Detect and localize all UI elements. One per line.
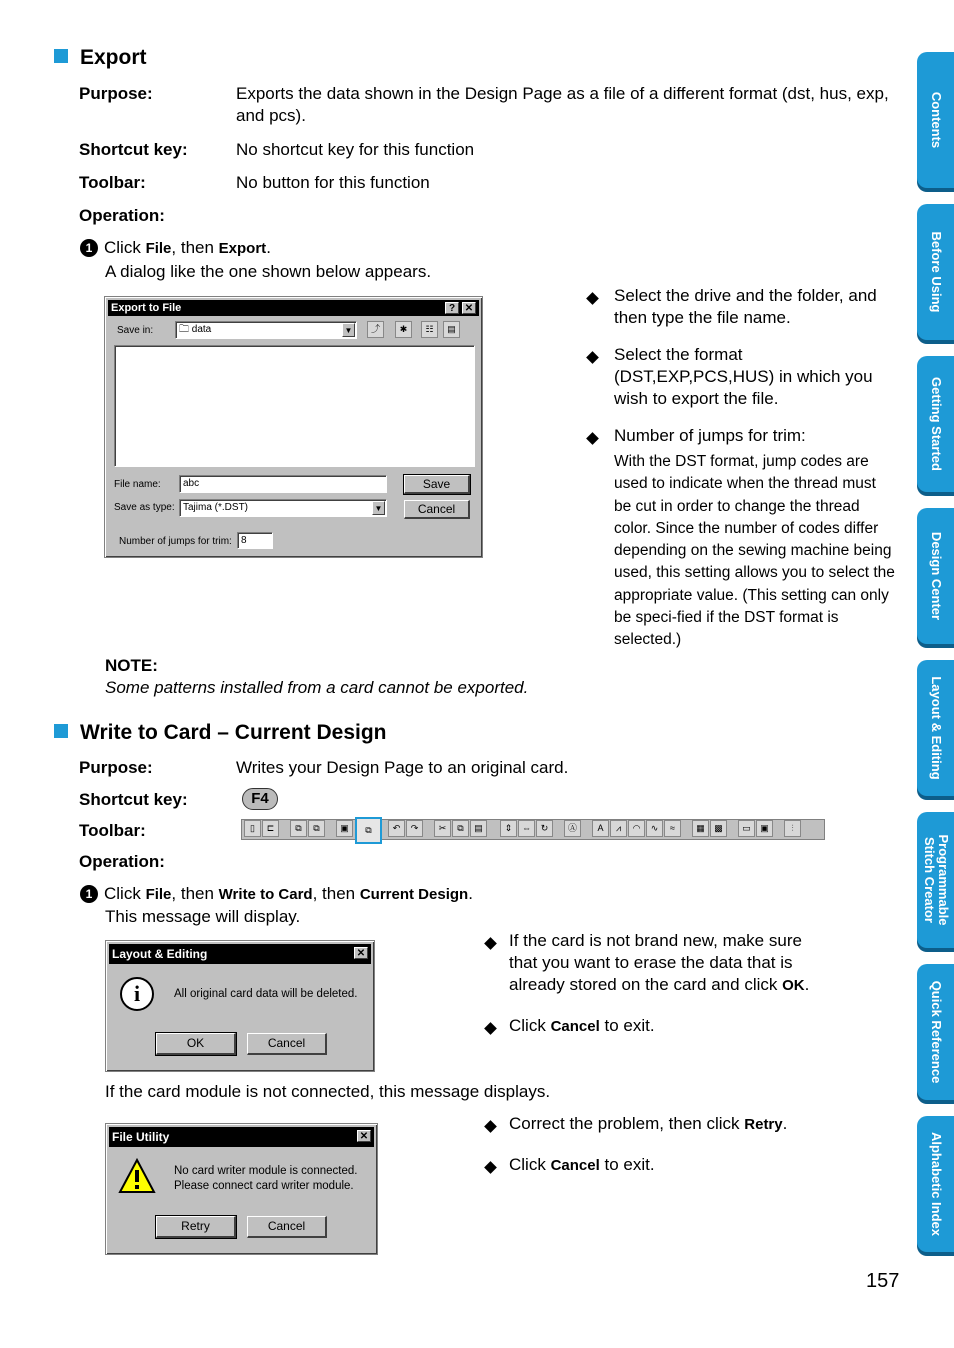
text-fit-icon[interactable]: ∿ [646, 820, 663, 837]
list-view-icon[interactable]: ☷ [421, 321, 438, 338]
shortcut-text: No shortcut key for this function [236, 140, 475, 159]
write-heading: Write to Card – Current Design [54, 721, 387, 745]
chevron-down-icon[interactable]: ▼ [342, 323, 355, 337]
bullet-diamond-icon [486, 1159, 495, 1177]
redo-icon[interactable]: ↷ [406, 820, 423, 837]
write-bullet-2: Click Cancel to exit. [509, 1016, 655, 1035]
file-list[interactable] [114, 345, 475, 467]
realistic-preview-icon[interactable]: ▣ [756, 820, 773, 837]
mirror-horizontal-icon[interactable]: ⇔ [518, 820, 535, 837]
save-icon[interactable]: ▣ [336, 820, 353, 837]
dialog-title: Layout & Editing ✕ [109, 944, 371, 964]
purpose-text: Exports the data shown in the Design Page as a file of a different format (dst, hus, exp, and pcs). [236, 84, 889, 125]
tab-programmable-stitch-creator[interactable]: Programmable Stitch Creator [917, 812, 954, 948]
export-dialog [104, 296, 483, 558]
rotate-icon[interactable]: ↻ [536, 820, 553, 837]
write-step-1-sub: This message will display. [105, 907, 301, 926]
mirror-vertical-icon[interactable]: ⇕ [500, 820, 517, 837]
jumps-spinner[interactable]: 8 [237, 532, 273, 549]
tab-getting-started[interactable]: Getting Started [917, 356, 954, 492]
paste-icon[interactable]: ▤ [470, 820, 487, 837]
tab-layout-editing[interactable]: Layout & Editing [917, 660, 954, 796]
bullet-diamond-icon [486, 935, 495, 953]
square-bullet-icon [54, 724, 68, 738]
operation-label: Operation: [79, 852, 165, 871]
stitch-icon[interactable]: Ⓐ [564, 820, 581, 837]
toolbar-strip [241, 819, 825, 840]
write-bullet-1: If the card is not brand new, make sure that you want to erase the data that is already stored on the card and click OK. [509, 931, 810, 994]
shortcut-label: Shortcut key: [79, 140, 188, 159]
dialog-message: All original card data will be deleted. [174, 988, 358, 1000]
new-icon[interactable]: ▯ [244, 820, 261, 837]
bullet-diamond-icon [588, 290, 597, 308]
chevron-down-icon[interactable]: ▼ [372, 501, 385, 515]
copy-icon[interactable]: ⧉ [452, 820, 469, 837]
details-view-icon[interactable]: ▤ [443, 321, 460, 338]
operation-label: Operation: [79, 206, 165, 225]
write-bullet-4: Click Cancel to exit. [509, 1155, 655, 1174]
tab-design-center[interactable]: Design Center [917, 508, 954, 644]
purpose-label: Purpose: [79, 84, 153, 103]
preview-icon[interactable]: ▭ [738, 820, 755, 837]
cut-icon[interactable]: ✂ [434, 820, 451, 837]
export-bullet-1: Select the drive and the folder, and then type the file name. [614, 286, 877, 327]
pattern-icon[interactable]: ▩ [710, 820, 727, 837]
open-icon[interactable]: ⊏ [262, 820, 279, 837]
export-bullet-2: Select the format (DST,EXP,PCS,HUS) in which you wish to export the file. [614, 345, 873, 408]
export-bullet-3: Number of jumps for trim: [614, 426, 806, 445]
dialog-message-2: Please connect card writer module. [174, 1180, 354, 1192]
cancel-button[interactable]: Cancel [247, 1216, 327, 1238]
export-dialog-title: Export to File ? ✕ [108, 300, 479, 316]
save-as-type-label: Save as type: [114, 502, 175, 513]
tab-quick-reference[interactable]: Quick Reference [917, 964, 954, 1100]
save-button[interactable]: Save [404, 475, 470, 494]
toolbar-label: Toolbar: [79, 173, 146, 192]
close-button[interactable]: ✕ [462, 302, 476, 314]
bullet-diamond-icon [588, 430, 597, 448]
write-bullet-3: Correct the problem, then click Retry. [509, 1114, 788, 1133]
warning-icon [118, 1158, 156, 1194]
undo-icon[interactable]: ↶ [388, 820, 405, 837]
save-as-type-select[interactable]: Tajima (*.DST) ▼ [179, 499, 387, 517]
note-label: NOTE: [105, 656, 158, 675]
note-text: Some patterns installed from a card cannot be exported. [105, 678, 529, 697]
not-connected-text: If the card module is not connected, this message displays. [105, 1082, 551, 1101]
export-step-1: 1 Click File, then Export. [80, 237, 271, 260]
export-step-1-sub: A dialog like the one shown below appears. [105, 262, 432, 281]
jumps-label: Number of jumps for trim: [119, 536, 232, 547]
new-folder-icon[interactable]: ✱ [395, 321, 412, 338]
file-name-label: File name: [114, 479, 161, 490]
tab-contents[interactable]: Contents [917, 52, 954, 188]
properties-icon[interactable]: ⫶ [784, 820, 801, 837]
help-button[interactable]: ? [445, 302, 459, 314]
bullet-diamond-icon [486, 1020, 495, 1038]
jumps-note: With the DST format, jump codes are used to indicate when the thread must be cut in order to change the thread color. Since the number of codes differ depending on the sewing machine being used, this setting allows you to select the appropriate value. (This setting can only be speci-fied if the DST format is selected.) [614, 453, 895, 649]
page-number: 157 [866, 1270, 900, 1292]
up-folder-icon[interactable]: ⤴ [367, 321, 384, 338]
dialog-message-1: No card writer module is connected. [174, 1165, 358, 1177]
purpose-label: Purpose: [79, 758, 153, 777]
save-in-select[interactable]: 🗀 data ▼ [175, 321, 357, 339]
close-button[interactable]: ✕ [357, 1130, 371, 1142]
toolbar-text: No button for this function [236, 173, 430, 192]
file-name-input[interactable]: abc [179, 475, 387, 493]
write-to-card-icon[interactable]: ⧉ [355, 817, 382, 844]
export-icon[interactable]: ⧉ [308, 820, 325, 837]
close-button[interactable]: ✕ [354, 947, 368, 959]
info-icon: i [120, 977, 154, 1011]
text-icon[interactable]: A [592, 820, 609, 837]
retry-button[interactable]: Retry [156, 1216, 236, 1238]
text-adjust-icon[interactable]: ≈ [664, 820, 681, 837]
text-path-icon[interactable]: ⩘ [610, 820, 627, 837]
cancel-button[interactable]: Cancel [247, 1033, 327, 1055]
square-bullet-icon [54, 49, 68, 63]
tab-before-using[interactable]: Before Using [917, 204, 954, 340]
bullet-diamond-icon [588, 349, 597, 367]
cancel-button[interactable]: Cancel [404, 500, 470, 519]
ok-button[interactable]: OK [156, 1033, 236, 1055]
tab-alphabetic-index[interactable]: Alphabetic Index [917, 1116, 954, 1252]
import-icon[interactable]: ⧉ [290, 820, 307, 837]
write-step-1: 1 Click File, then Write to Card, then Current Design. [80, 883, 473, 906]
f4-key-badge: F4 [242, 788, 278, 810]
text-arc-icon[interactable]: ◠ [628, 820, 645, 837]
layout-editing-dialog [105, 940, 375, 1072]
toolbar-label: Toolbar: [79, 821, 146, 840]
export-heading: Export [54, 46, 147, 70]
shortcut-label: Shortcut key: [79, 790, 188, 809]
fill-icon[interactable]: ▦ [692, 820, 709, 837]
save-in-label: Save in: [117, 325, 154, 336]
file-utility-dialog [105, 1123, 378, 1255]
dialog-title: File Utility ✕ [109, 1127, 374, 1147]
purpose-text: Writes your Design Page to an original card. [236, 758, 569, 777]
folder-icon: 🗀 [179, 324, 192, 335]
bullet-diamond-icon [486, 1118, 495, 1136]
